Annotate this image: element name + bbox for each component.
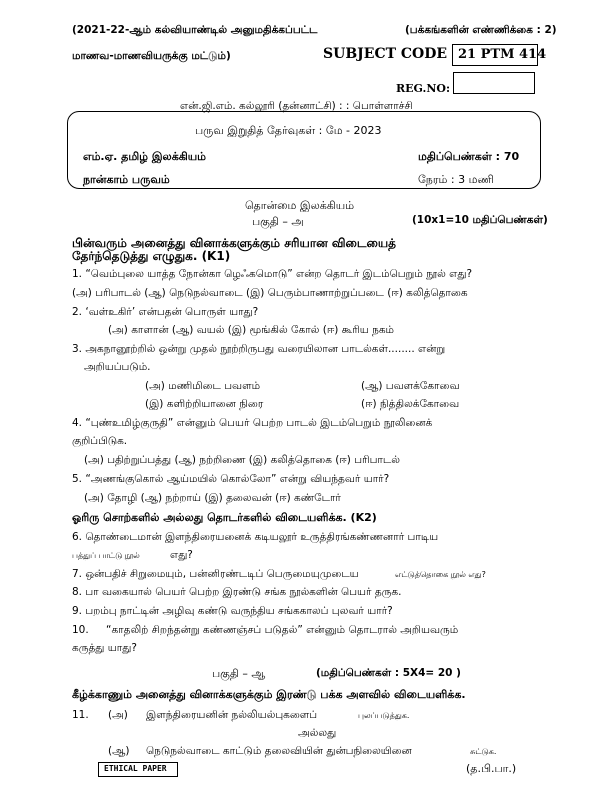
question-11b-text: நெடுநல்வாடை காட்டும் தலைவியின் துன்பநிலையினை xyxy=(146,745,412,757)
question-10-line1: “காதலிற் சிறந்தன்று கண்ணஞ்சப் படுதல்” என்னும் தொடரால் அறியவரும் xyxy=(106,624,459,636)
part-a-instruction-2: தேர்ந்தெடுத்து எழுதுக. (K1) xyxy=(72,249,231,263)
part-b-marks: (மதிப்பெண்கள் : 5X4= 20 ) xyxy=(316,667,461,679)
question-3-option-b: (ஆ) பவளக்கோவை xyxy=(361,380,460,392)
part-a-marks: (10x1=10 மதிப்பெண்கள்) xyxy=(412,214,548,226)
question-1-options: (அ) பரிபாடல் (ஆ) நெடுநல்வாடை (இ) பெரும்பாணாற்றுப்படை (ஈ) கலித்தொகை xyxy=(72,287,468,299)
course-name: எம்.ஏ. தமிழ் இலக்கியம் xyxy=(83,150,207,163)
question-5-options: (அ) தோழி (ஆ) நற்றாய் (இ) தலைவன் (ஈ) கண்டோர் xyxy=(84,492,341,504)
question-4-options: (அ) பதிற்றுப்பத்து (ஆ) நற்றிணை (இ) கலித்தொகை (ஈ) பரிபாடல் xyxy=(84,454,400,466)
question-3-option-d: (ஈ) நித்திலக்கோவை xyxy=(361,398,460,410)
question-4-line2: குறிப்பிடுக. xyxy=(72,435,128,447)
or-separator: அல்லது xyxy=(298,727,337,739)
question-1: 1. “வெம்புலை யாத்த நோன்கா ழெஃகமொடு” என்ற தொடர் இடம்பெறும் நூல் எது? xyxy=(72,268,473,280)
paper-title: தொன்மை இலக்கியம் xyxy=(245,199,355,212)
exam-time: நேரம் : 3 மணி xyxy=(418,173,494,186)
question-5: 5. “அணங்குகொல் ஆய்மயில் கொல்லோ” என்று வியந்தவர் யார்? xyxy=(72,473,390,485)
question-11a-label: (அ) xyxy=(108,709,128,721)
question-3-line1: 3. அகநானூற்றில் ஒன்று முதல் நூற்றிருபது வரையிலான பாடல்கள்........ என்று xyxy=(72,343,446,355)
subject-code: 21 PTM 414 xyxy=(458,47,547,62)
question-11a-tail: புலப்படுத்துக. xyxy=(358,711,410,720)
question-8: 8. பா வகையால் பெயர் பெற்ற இரண்டு சங்க நூல்களின் பெயர் தருக. xyxy=(72,586,402,598)
regno-label: REG.NO: xyxy=(396,82,451,95)
question-11b-label: (ஆ) xyxy=(108,745,130,757)
part-a-instruction-1: பின்வரும் அனைத்து வினாக்களுக்கும் சரியான விடையைத் xyxy=(72,236,396,250)
regno-input[interactable] xyxy=(453,72,535,94)
question-11a-text: இளந்திரையனின் நல்லியல்புகளைப் xyxy=(146,709,318,721)
part-b-label: பகுதி – ஆ xyxy=(212,667,266,680)
question-3-option-a: (அ) மணிமிடை பவளம் xyxy=(145,380,261,392)
page-count: (பக்கங்களின் எண்ணிக்கை : 2) xyxy=(405,24,557,36)
part-b-instruction: கீழ்க்காணும் அனைத்து வினாக்களுக்கும் இரண்டு பக்க அளவில் விடையளிக்க. xyxy=(72,688,466,701)
exam-title: பருவ இறுதித் தேர்வுகள் : மே - 2023 xyxy=(195,124,382,137)
college-name: என்.ஜி.எம். கல்லூரி (தன்னாட்சி) : : பொள்ளாச்சி xyxy=(180,100,413,112)
ethical-paper-label: ETHICAL PAPER xyxy=(104,764,167,773)
question-6-line2a: பத்துப் பாட்டு நூல் xyxy=(72,551,140,560)
question-3-line2: அறியப்படும். xyxy=(84,361,151,373)
part-a-label: பகுதி – அ xyxy=(252,215,304,228)
subject-code-label: SUBJECT CODE xyxy=(323,46,448,62)
question-11-number: 11. xyxy=(72,709,89,721)
question-10-number: 10. xyxy=(72,624,89,636)
total-marks: மதிப்பெண்கள் : 70 xyxy=(418,150,520,163)
question-2: 2. ‘வள்உகிர்’ என்பதன் பொருள் யாது? xyxy=(72,306,259,318)
question-2-options: (அ) காளான் (ஆ) வயல் (இ) மூங்கில் கோல் (ஈ) கூரிய நகம் xyxy=(108,324,394,336)
k2-instruction: ஓரிரு சொற்களில் அல்லது தொடர்களில் விடையளிக்க. (K2) xyxy=(72,511,377,524)
semester: நான்காம் பருவம் xyxy=(83,173,170,186)
question-7-tail: எட்டுத்தொகை நூல் எது? xyxy=(395,570,486,579)
question-7: 7. ஒன்பதிச் சிறுமையும், பன்னிரண்டடிப் பெருமையுமுடைய xyxy=(72,568,359,580)
question-6-line2b: எது? xyxy=(170,549,193,561)
question-3-option-c: (இ) களிற்றியானை நிரை xyxy=(145,398,264,410)
question-11b-tail: சுட்டுக. xyxy=(470,747,497,756)
continued-marker: (த.பி.பா.) xyxy=(466,762,517,775)
header-line2: மாணவ-மாணவியருக்கு மட்டும்) xyxy=(72,50,231,62)
question-10-line2: கருத்து யாது? xyxy=(72,642,137,654)
question-4-line1: 4. “புண்உமிழ்குருதி” என்னும் பெயர் பெற்ற பாடல் இடம்பெறும் நூலினைக் xyxy=(72,417,433,429)
header-line1: (2021-22-ஆம் கல்வியாண்டில் அனுமதிக்கப்பட்ட xyxy=(72,24,318,36)
question-6-line1: 6. தொண்டைமான் இளந்திரையனைக் கடியலூர் உருத்திரங்கண்ணனார் பாடிய xyxy=(72,531,439,543)
question-9: 9. பறம்பு நாட்டின் அழிவு கண்டு வருந்திய சங்ககாலப் புலவர் யார்? xyxy=(72,605,393,617)
